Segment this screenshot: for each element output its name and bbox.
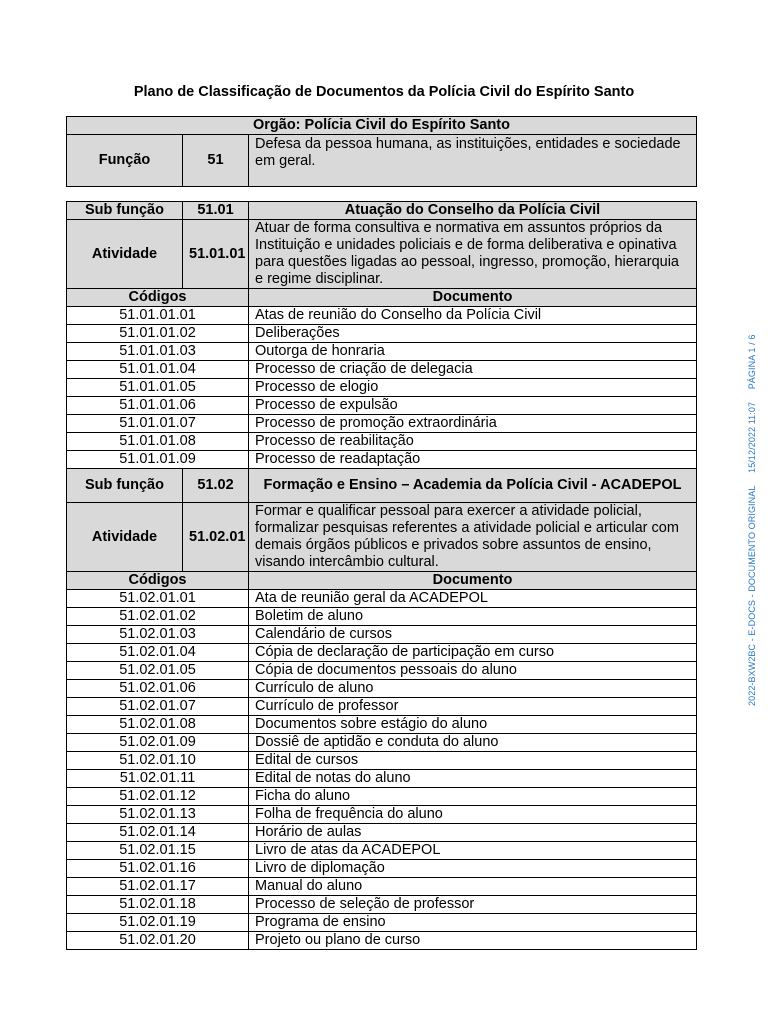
row-document: Processo de readaptação (249, 451, 697, 469)
funcao-code: 51 (183, 135, 249, 187)
table-row (67, 379, 697, 397)
row-code: 51.02.01.12 (67, 788, 249, 806)
row-document: Boletim de aluno (249, 608, 697, 626)
table-row (67, 680, 697, 698)
row-document: Projeto ou plano de curso (249, 932, 697, 950)
row-code: 51.02.01.14 (67, 824, 249, 842)
sub-funcao-code: 51.01 (183, 202, 249, 220)
row-document: Cópia de declaração de participação em curso (249, 644, 697, 662)
table-row (67, 325, 697, 343)
row-document: Documentos sobre estágio do aluno (249, 716, 697, 734)
stamp-page: PÁGINA 1 / 6 (747, 334, 757, 390)
orgao-header-row (67, 117, 697, 135)
table-row (67, 626, 697, 644)
table-row (67, 824, 697, 842)
table-row (67, 896, 697, 914)
row-code: 51.02.01.10 (67, 752, 249, 770)
table-row (67, 788, 697, 806)
row-document: Cópia de documentos pessoais do aluno (249, 662, 697, 680)
row-document: Processo de reabilitação (249, 433, 697, 451)
classification-body (67, 202, 697, 950)
row-document: Folha de frequência do aluno (249, 806, 697, 824)
sub-funcao-title: Formação e Ensino – Academia da Polícia Civil - ACADEPOL (249, 469, 697, 503)
sub-funcao-code: 51.02 (183, 469, 249, 503)
table-row (67, 307, 697, 325)
row-document: Processo de promoção extraordinária (249, 415, 697, 433)
documento-header: Documento (249, 289, 697, 307)
table-row (67, 397, 697, 415)
row-document: Dossiê de aptidão e conduta do aluno (249, 734, 697, 752)
row-document: Programa de ensino (249, 914, 697, 932)
row-document: Currículo de aluno (249, 680, 697, 698)
row-code: 51.02.01.06 (67, 680, 249, 698)
row-code: 51.02.01.15 (67, 842, 249, 860)
row-code: 51.01.01.01 (67, 307, 249, 325)
table-row (67, 716, 697, 734)
table-row (67, 878, 697, 896)
row-document: Edital de notas do aluno (249, 770, 697, 788)
row-document: Ficha do aluno (249, 788, 697, 806)
stamp-date: 15/12/2022 11:07 (747, 401, 757, 473)
table-row (67, 932, 697, 950)
row-document: Livro de atas da ACADEPOL (249, 842, 697, 860)
orgao-header: Orgão: Polícia Civil do Espírito Santo (67, 117, 697, 135)
row-code: 51.02.01.11 (67, 770, 249, 788)
table-row (67, 698, 697, 716)
row-code: 51.01.01.02 (67, 325, 249, 343)
row-document: Processo de elogio (249, 379, 697, 397)
sub-funcao-label: Sub função (67, 469, 183, 503)
table-row (67, 343, 697, 361)
sub-funcao-title: Atuação do Conselho da Polícia Civil (249, 202, 697, 220)
atividade-code: 51.01.01 (183, 220, 249, 289)
row-code: 51.01.01.04 (67, 361, 249, 379)
table-row (67, 914, 697, 932)
row-code: 51.02.01.20 (67, 932, 249, 950)
sub-funcao-row (67, 202, 697, 220)
codigos-header: Códigos (67, 572, 249, 590)
row-code: 51.01.01.05 (67, 379, 249, 397)
row-code: 51.02.01.01 (67, 590, 249, 608)
atividade-label: Atividade (67, 503, 183, 572)
row-document: Deliberações (249, 325, 697, 343)
table-row (67, 608, 697, 626)
orgao-table (66, 116, 697, 187)
row-code: 51.01.01.06 (67, 397, 249, 415)
atividade-description: Atuar de forma consultiva e normativa em assuntos próprios da Instituição e unidades policiais e de forma deliberativa e opinativa para questões ligadas ao pessoal, ingresso, promoção, hierarquia e regime disciplinar. (249, 220, 697, 289)
row-code: 51.02.01.16 (67, 860, 249, 878)
row-code: 51.01.01.03 (67, 343, 249, 361)
row-code: 51.02.01.03 (67, 626, 249, 644)
documento-header: Documento (249, 572, 697, 590)
row-document: Atas de reunião do Conselho da Polícia Civil (249, 307, 697, 325)
document-stamp (747, 325, 757, 706)
row-document: Processo de expulsão (249, 397, 697, 415)
table-row (67, 644, 697, 662)
row-code: 51.02.01.13 (67, 806, 249, 824)
row-document: Horário de aulas (249, 824, 697, 842)
row-code: 51.02.01.04 (67, 644, 249, 662)
table-row (67, 590, 697, 608)
row-document: Livro de diplomação (249, 860, 697, 878)
table-row (67, 842, 697, 860)
atividade-code: 51.02.01 (183, 503, 249, 572)
codigos-header: Códigos (67, 289, 249, 307)
row-code: 51.02.01.02 (67, 608, 249, 626)
funcao-row (67, 135, 697, 187)
row-document: Currículo de professor (249, 698, 697, 716)
classification-table (66, 201, 697, 950)
table-row (67, 752, 697, 770)
stamp-doc-id: 2022-BXW2BC - E-DOCS - DOCUMENTO ORIGINAL (747, 485, 757, 706)
row-document: Manual do aluno (249, 878, 697, 896)
row-document: Calendário de cursos (249, 626, 697, 644)
table-row (67, 860, 697, 878)
table-row (67, 662, 697, 680)
row-document: Ata de reunião geral da ACADEPOL (249, 590, 697, 608)
row-document: Edital de cursos (249, 752, 697, 770)
row-code: 51.02.01.19 (67, 914, 249, 932)
row-code: 51.02.01.09 (67, 734, 249, 752)
table-row (67, 806, 697, 824)
table-row (67, 770, 697, 788)
row-document: Outorga de honraria (249, 343, 697, 361)
sub-funcao-row (67, 469, 697, 503)
atividade-row (67, 503, 697, 572)
table-row (67, 734, 697, 752)
row-code: 51.02.01.07 (67, 698, 249, 716)
atividade-description: Formar e qualificar pessoal para exercer a atividade policial, formalizar pesquisas referentes a atividade policial e articular com demais órgãos públicos e privados sobre assuntos de ensino, visando intercâmbio cultural. (249, 503, 697, 572)
funcao-label: Função (67, 135, 183, 187)
row-code: 51.01.01.09 (67, 451, 249, 469)
row-code: 51.01.01.08 (67, 433, 249, 451)
row-document: Processo de criação de delegacia (249, 361, 697, 379)
row-code: 51.02.01.05 (67, 662, 249, 680)
row-code: 51.02.01.08 (67, 716, 249, 734)
atividade-row (67, 220, 697, 289)
funcao-description: Defesa da pessoa humana, as instituições, entidades e sociedade em geral. (249, 135, 697, 187)
table-row (67, 361, 697, 379)
page-title: Plano de Classificação de Documentos da Polícia Civil do Espírito Santo (133, 84, 635, 100)
row-code: 51.02.01.17 (67, 878, 249, 896)
codigos-header-row (67, 572, 697, 590)
row-code: 51.02.01.18 (67, 896, 249, 914)
table-row (67, 415, 697, 433)
atividade-label: Atividade (67, 220, 183, 289)
row-code: 51.01.01.07 (67, 415, 249, 433)
table-row (67, 433, 697, 451)
row-document: Processo de seleção de professor (249, 896, 697, 914)
sub-funcao-label: Sub função (67, 202, 183, 220)
codigos-header-row (67, 289, 697, 307)
table-row (67, 451, 697, 469)
